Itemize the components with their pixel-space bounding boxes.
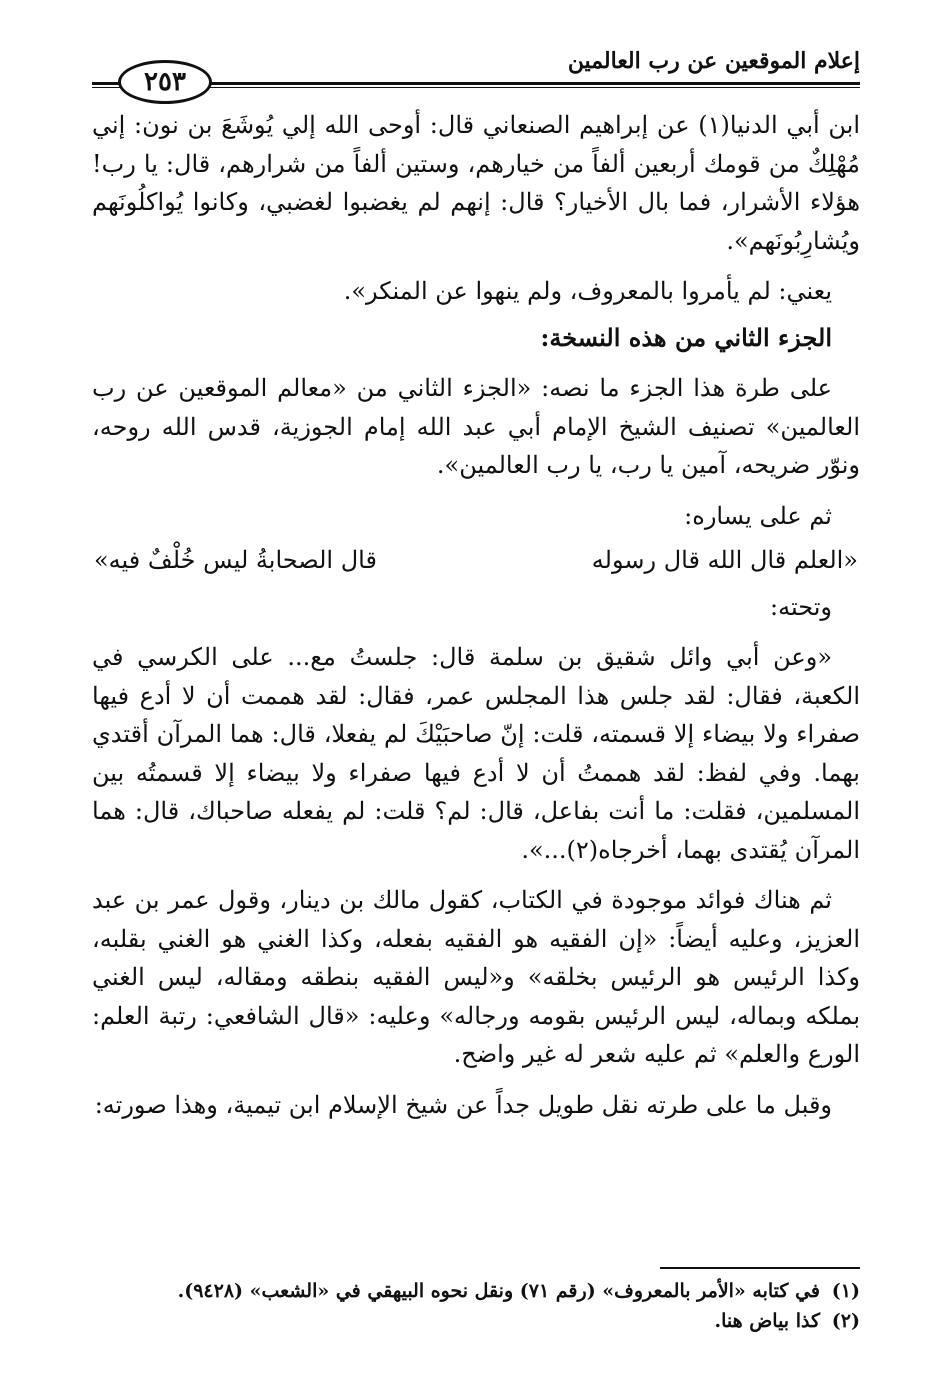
paragraph-7: ثم هناك فوائد موجودة في الكتاب، كقول مالك بن دينار، وقول عمر بن عبد العزيز، وعليه أيضاً: «إن الفقيه هو الفقيه بفعله، وكذا الغني هو الغني بقلبه، وكذا الرئيس هو الرئيس بخلقه» و«ليس الفقيه بنطقه ومقاله، ليس الغني بملكه وبماله، ليس الرئيس بقومه ورجاله» وعليه: «قال الشافعي: رتبة العلم: الورع والعلم» ثم عليه شعر له غير واضح. xyxy=(92,886,861,1068)
paragraph-8: وقبل ما على طرته نقل طويل جداً عن شيخ الإسلام ابن تيمية، وهذا صورته: xyxy=(94,1090,832,1119)
verse-second-hemistich: قال الصحابةُ ليس خُلْفٌ فيه» xyxy=(94,546,377,574)
footnote-number: (٢) xyxy=(831,1310,860,1332)
page-number-badge: ٢٥٣ xyxy=(118,60,212,104)
paragraph-2: يعني: لم يأمروا بالمعروف، ولم ينهوا عن المنكر». xyxy=(343,277,832,305)
footnote-text: كذا بياض هنا. xyxy=(714,1310,820,1332)
verse-first-hemistich: «العلم قال الله قال رسوله xyxy=(591,546,858,574)
footnote-number: (١) xyxy=(831,1280,860,1302)
section-heading: الجزء الثاني من هذه النسخة: xyxy=(540,322,832,352)
paragraph-6: «وعن أبي وائل شقيق بن سلمة قال: جلستُ مع... على الكرسي في الكعبة، فقال: لقد جلس هذا المجلس عمر، فقال: لقد هممت أن لا أدع فيها صفراء ولا بيضاء إلا قسمته، قلت: إنّ صاحبَيْكَ لم يفعلا، قال: هما المرآن أقتدي بهما. وفي لفظ: لقد هممتُ أن لا أدع فيها صفراء ولا بيضاء إلا قسمتُه بين المسلمين، فقلت: ما أنت بفاعل، قال: لم؟ قلت: لم يفعله صاحباك، قال: هما المرآن يُقتدى بهما، أخرجاه(٢)...». xyxy=(92,643,860,864)
paragraph-3: على طرة هذا الجزء ما نصه: «الجزء الثاني من «معالم الموقعين عن رب العالمين» تصنيف الشيخ الإمام أبي عبد الله إمام الجوزية، قدس الله روحه، ونوّر ضريحه، آمين يا رب، يا رب العالمين». xyxy=(92,374,860,479)
footnote-text: في كتابه «الأمر بالمعروف» (رقم ٧١) ونقل نحوه البيهقي في «الشعب» (٩٤٢٨). xyxy=(177,1280,820,1302)
paragraph-5: وتحته: xyxy=(770,592,832,621)
poem-verse xyxy=(92,541,860,580)
main-text xyxy=(92,106,860,1124)
paragraph-4: ثم على يساره: xyxy=(684,501,832,530)
footnote-2 xyxy=(92,1306,860,1336)
footnote-separator xyxy=(660,1267,860,1269)
footnote-1 xyxy=(92,1276,860,1306)
running-header-title: إعلام الموقعين عن رب العالمين xyxy=(567,48,860,74)
footnotes xyxy=(92,1276,860,1336)
paragraph-1: ابن أبي الدنيا(١) عن إبراهيم الصنعاني قال: أوحى الله إلي يُوشَعَ بن نون: إني مُهْلِكٌ من قومك أربعين ألفاً من خيارهم، وستين ألفاً من شرارهم، قال: يا رب! هؤلاء الأشرار، فما بال الأخيار؟ قال: إنهم لم يغضبوا لغضبي، وكانوا يُواكلُونَهم ويُشارِبُونَهم». xyxy=(92,111,861,255)
